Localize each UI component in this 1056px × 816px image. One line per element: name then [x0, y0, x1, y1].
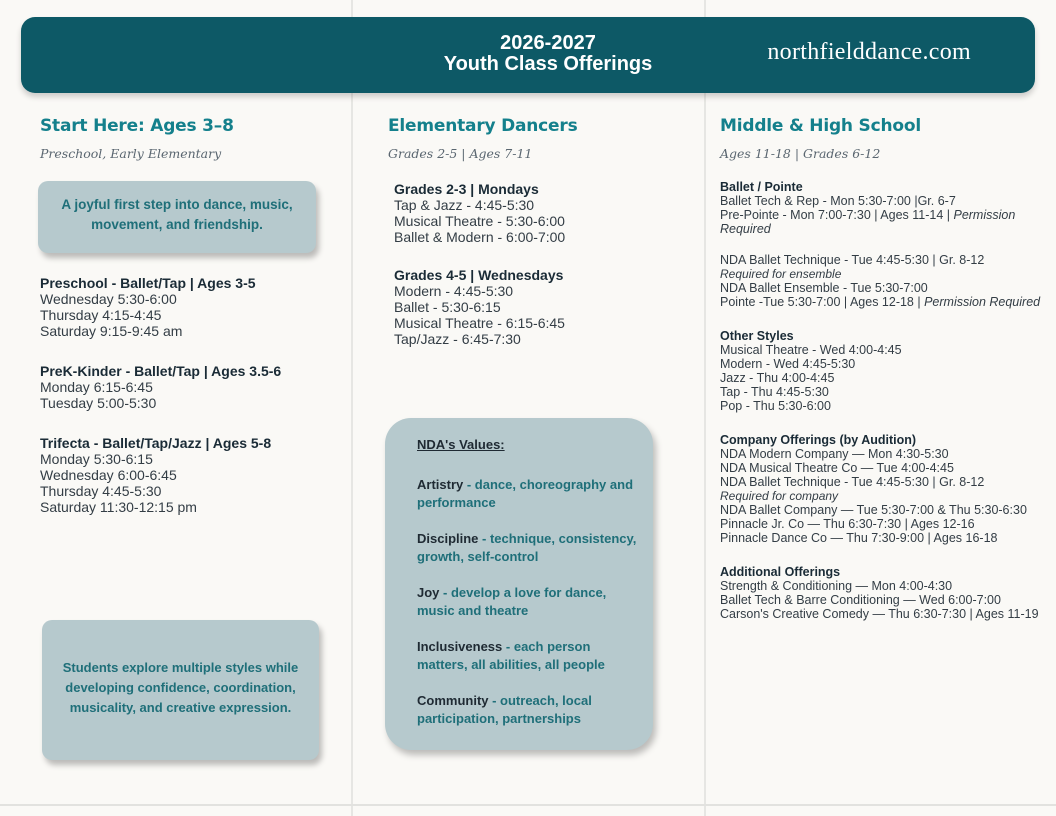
- class-heading: Preschool - Ballet/Tap | Ages 3-5: [40, 275, 256, 291]
- panel-fold-left: [351, 0, 353, 816]
- value-item: [417, 584, 639, 620]
- column-title: Elementary Dancers: [388, 116, 578, 136]
- class-note: Required for company: [720, 489, 839, 503]
- class-time: Pre-Pointe - Mon 7:00-7:30 | Ages 11-14 | Permission: [720, 208, 1016, 222]
- class-time: Tap - Thu 4:45-5:30: [720, 385, 829, 399]
- class-time: Musical Theatre - 6:15-6:45: [394, 315, 565, 331]
- class-time: Ballet Tech & Rep - Mon 5:30-7:00 |Gr. 6-7: [720, 194, 956, 208]
- value-item: [417, 530, 639, 566]
- class-time: Carson's Creative Comedy — Thu 6:30-7:30 | Ages 11-19: [720, 607, 1039, 621]
- value-term: Inclusiveness: [417, 639, 503, 654]
- multi-style-callout: Students explore multiple styles while developing confidence, coordination, musicality, and creative expression.: [42, 620, 319, 760]
- class-time: Musical Theatre - Wed 4:00-4:45: [720, 343, 902, 357]
- class-time: Pop - Thu 5:30-6:00: [720, 399, 831, 413]
- value-item: [417, 638, 639, 674]
- value-term: Discipline: [417, 531, 479, 546]
- value-desc: - develop a love for dance, music and theatre: [417, 585, 607, 618]
- column-title: Start Here: Ages 3–8: [40, 116, 234, 136]
- class-time: NDA Ballet Ensemble - Tue 5:30-7:00: [720, 281, 928, 295]
- column-subtitle: Grades 2-5 | Ages 7-11: [388, 146, 533, 161]
- column-subtitle: Ages 11-18 | Grades 6-12: [720, 146, 881, 161]
- class-list-middle-high: [720, 180, 1050, 621]
- class-heading: Grades 4-5 | Wednesdays: [394, 267, 564, 283]
- class-heading: PreK-Kinder - Ballet/Tap | Ages 3.5-6: [40, 363, 282, 379]
- class-time: Modern - 4:45-5:30: [394, 283, 514, 299]
- column-middle-high: [720, 116, 1050, 161]
- class-time: Modern - Wed 4:45-5:30: [720, 357, 856, 371]
- value-desc: - technique, consistency, growth, self-control: [417, 531, 637, 564]
- class-time: Tap & Jazz - 4:45-5:30: [394, 197, 535, 213]
- title-main: Youth Class Offerings: [443, 53, 653, 75]
- class-list-ages-3-8: [40, 275, 340, 515]
- intro-callout: A joyful first step into dance, music, movement, and friendship.: [38, 181, 316, 253]
- class-time: Wednesday 5:30-6:00: [40, 291, 177, 307]
- class-time: Ballet Tech & Barre Conditioning — Wed 6:00-7:00: [720, 593, 1001, 607]
- header-banner: [21, 17, 1035, 93]
- class-time: Pointe -Tue 5:30-7:00 | Ages 12-18 | Permission Required: [720, 295, 1041, 309]
- class-time: Monday 5:30-6:15: [40, 451, 153, 467]
- value-desc: - outreach, local participation, partnerships: [417, 693, 592, 726]
- panel-fold-right: [704, 0, 706, 816]
- class-time: Musical Theatre - 5:30-6:00: [394, 213, 565, 229]
- values-card: [385, 418, 653, 750]
- column-title: Middle & High School: [720, 116, 921, 136]
- class-time: Strength & Conditioning — Mon 4:00-4:30: [720, 579, 953, 593]
- class-time: NDA Ballet Technique - Tue 4:45-5:30 | Gr. 8-12: [720, 253, 985, 267]
- column-ages-3-8: [40, 116, 340, 161]
- class-time: NDA Ballet Technique - Tue 4:45-5:30 | Gr. 8-12: [720, 475, 985, 489]
- section-heading: Additional Offerings: [720, 565, 841, 579]
- class-note: Required for ensemble: [720, 267, 842, 281]
- value-term: Artistry: [417, 477, 464, 492]
- class-time: Saturday 9:15-9:45 am: [40, 323, 183, 339]
- class-time: Ballet - 5:30-6:15: [394, 299, 501, 315]
- bottom-rule: [0, 804, 1056, 806]
- class-time: NDA Musical Theatre Co — Tue 4:00-4:45: [720, 461, 954, 475]
- title-year: 2026-2027: [500, 32, 596, 54]
- section-heading: Other Styles: [720, 329, 794, 343]
- class-time: Jazz - Thu 4:00-4:45: [720, 371, 835, 385]
- class-heading: Trifecta - Ballet/Tap/Jazz | Ages 5-8: [40, 435, 272, 451]
- class-time: Monday 6:15-6:45: [40, 379, 153, 395]
- class-list-elementary: [394, 181, 694, 347]
- class-time: Tuesday 5:00-5:30: [40, 395, 157, 411]
- value-term: Community: [417, 693, 489, 708]
- value-item: [417, 476, 639, 512]
- class-time: Ballet & Modern - 6:00-7:00: [394, 229, 566, 245]
- class-time: Tap/Jazz - 6:45-7:30: [394, 331, 521, 347]
- class-note: Required: [720, 222, 771, 236]
- values-heading: NDA's Values:: [417, 437, 505, 452]
- section-heading: Ballet / Pointe: [720, 180, 803, 194]
- website-url[interactable]: northfielddance.com: [767, 39, 971, 65]
- value-item: [417, 692, 639, 728]
- section-heading: Company Offerings (by Audition): [720, 433, 917, 447]
- class-time: Wednesday 6:00-6:45: [40, 467, 177, 483]
- class-time: NDA Ballet Company — Tue 5:30-7:00 & Thu 5:30-6:30: [720, 503, 1027, 517]
- class-heading: Grades 2-3 | Mondays: [394, 181, 539, 197]
- class-time: Pinnacle Jr. Co — Thu 6:30-7:30 | Ages 12-16: [720, 517, 975, 531]
- class-time: Thursday 4:15-4:45: [40, 307, 162, 323]
- class-time: NDA Modern Company — Mon 4:30-5:30: [720, 447, 949, 461]
- class-time: Pinnacle Dance Co — Thu 7:30-9:00 | Ages 16-18: [720, 531, 998, 545]
- column-subtitle: Preschool, Early Elementary: [40, 146, 222, 161]
- column-elementary: [388, 116, 688, 161]
- value-term: Joy: [417, 585, 440, 600]
- class-time: Saturday 11:30-12:15 pm: [40, 499, 197, 515]
- value-desc: - each person matters, all abilities, all people: [417, 639, 605, 672]
- class-time: Thursday 4:45-5:30: [40, 483, 162, 499]
- value-desc: - dance, choreography and performance: [417, 477, 634, 510]
